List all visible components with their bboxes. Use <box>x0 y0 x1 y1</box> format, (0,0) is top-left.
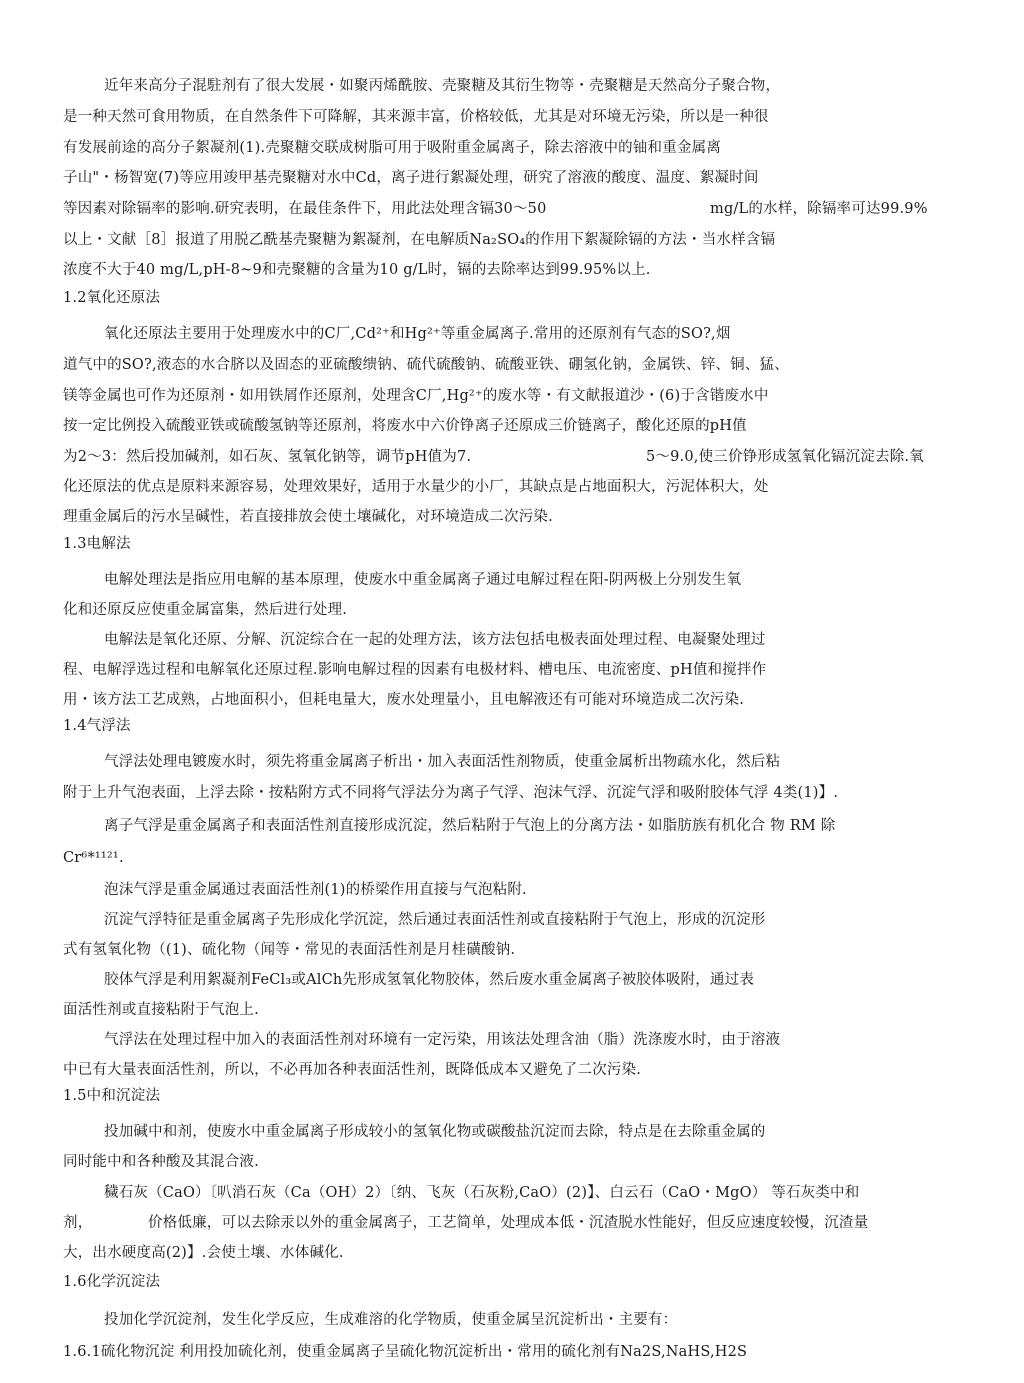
text-line: 气浮法在处理过程中加入的表面活性剂对环境有一定污染，用该法处理含油（脂）洗涤废水时，由于溶液 <box>104 1032 781 1048</box>
text-line: 等因素对除镉率的影响.研究表明，在最佳条件下，用此法处理含镉30〜50 <box>63 201 547 217</box>
section-heading: 1.6化学沉淀法 <box>63 1274 161 1290</box>
text-line-continued: 价格低廉，可以去除汞以外的重金属离子，工艺简单，处理成本低・沉渣脱水性能好，但反应速度较慢，沉渣量 <box>148 1215 869 1231</box>
text-line: 理重金属后的污水呈碱性，若直接排放会使土壤碱化，对环境造成二次污染. <box>63 509 553 525</box>
text-line: 以上・文献［8］报道了用脱乙酰基壳聚糖为絮凝剂，在电解质Na₂SO₄的作用下絮凝除镉的方法・当水样含镉 <box>63 232 776 248</box>
text-line: 程、电解浮选过程和电解氧化还原过程.影响电解过程的因素有电极材料、槽电压、电流密度、pH值和搅拌作 <box>63 662 767 678</box>
text-line: 氧化还原法主要用于处理废水中的C厂,Cd²⁺和Hg²⁺等重金属离子.常用的还原剂有气态的SO?,烟 <box>104 326 731 342</box>
text-line: 道气中的SO?,液态的水合脐以及固态的亚硫酸缋钠、硫代硫酸钠、硫酸亚铁、硼氢化钠，金属铁、锌、铜、猛、 <box>63 357 789 373</box>
text-line: 泡沫气浮是重金属通过表面活性剂(1)的桥梁作用直接与气泡粘附. <box>104 882 527 898</box>
text-line: 式有氢氧化物（(1)、硫化物（闻等・常见的表面活性剂是月桂磺酸钠. <box>63 942 516 958</box>
text-line: 胶体气浮是利用絮凝剂FeCl₃或AlCh先形成氢氧化物胶体，然后废水重金属离子被胶体吸附，通过表 <box>104 972 755 988</box>
text-line: 为2〜3：然后投加碱剂，如石灰、氢氧化钠等，调节pH值为7. <box>63 449 472 465</box>
text-line: 化还原法的优点是原料来源容易，处理效果好，适用于水量少的小厂，其缺点是占地面积大，污泥体积大，处 <box>63 479 769 495</box>
section-heading: 1.3电解法 <box>63 536 131 552</box>
text-line: 大，出水硬度高(2)】.会使土壤、水体碱化. <box>63 1245 344 1261</box>
text-line: 面活性剂或直接粘附于气泡上. <box>63 1002 259 1018</box>
text-line: 子山"・杨智宽(7)等应用竣甲基壳聚糖对水中Cd，离子进行絮凝处理，研究了溶液的酸度、温度、絮凝时间 <box>63 170 759 186</box>
text-line: 离子气浮是重金属离子和表面活性剂直接形成沉淀，然后粘附于气泡上的分离方法・如脂肪族有机化合 物 RM 除 <box>104 818 836 834</box>
text-line-continued: mg/L的水样，除镉率可达99.9% <box>710 201 928 217</box>
text-line: 电解处理法是指应用电解的基本原理，使废水中重金属离子通过电解过程在阳-阴两极上分别发生氧 <box>104 572 742 588</box>
text-line: Cr⁶*¹¹²¹. <box>63 850 124 866</box>
text-line: 附于上升气泡表面，上浮去除・按粘附方式不同将气浮法分为离子气浮、泡沫气浮、沉淀气浮和吸附胶体气浮 4类(1)】. <box>63 785 839 801</box>
text-line-continued: 5〜9.0,使三价铮形成氢氧化镉沉淀去除.氧 <box>646 449 924 465</box>
text-line: 电解法是氧化还原、分解、沉淀综合在一起的处理方法，该方法包括电极表面处理过程、电凝聚处理过 <box>104 632 766 648</box>
text-line: 沉淀气浮特征是重金属离子先形成化学沉淀，然后通过表面活性剂或直接粘附于气泡上，形成的沉淀形 <box>104 912 766 928</box>
text-line: 投加碱中和剂，使废水中重金属离子形成较小的氢氧化物或碳酸盐沉淀而去除，特点是在去除重金属的 <box>104 1124 766 1140</box>
section-heading: 1.5中和沉淀法 <box>63 1088 161 1104</box>
text-line: 1.6.1硫化物沉淀 利用投加硫化剂，使重金属离子呈硫化物沉淀析出・常用的硫化剂有Na2S,NaHS,H2S <box>63 1344 748 1360</box>
text-line: 用・该方法工艺成熟，占地面积小，但耗电量大，废水处理量小，且电解液还有可能对环境造成二次污染. <box>63 692 745 708</box>
text-line: 按一定比例投入硫酸亚铁或硫酸氢钠等还原剂，将废水中六价铮离子还原成三价链离子，酸化还原的pH值 <box>63 418 747 434</box>
text-line: 有发展前途的高分子絮凝剂(1).壳聚糖交联成树脂可用于吸附重金属离子，除去溶液中的铀和重金属离 <box>63 140 722 156</box>
text-line: 近年来高分子混駐剂有了很大发展・如聚丙烯酰胺、壳聚糖及其衍生物等・壳聚糖是天然高分子聚合物， <box>104 78 781 94</box>
text-line: 同时能中和各种酸及其混合液. <box>63 1154 259 1170</box>
text-line: 剂， <box>63 1215 93 1231</box>
text-line: 镁等金属也可作为还原剂・如用铁屑作还原剂，处理含C厂,Hg²⁺的废水等・有文献报道沙・(6)于含锴废水中 <box>63 388 769 404</box>
text-line: 是一种天然可食用物质，在自然条件下可降解，其来源丰富，价格较低，尤其是对环境无污染，所以是一种很 <box>63 109 769 125</box>
text-line: 浓度不大于40 mg/L,pH-8~9和壳聚糖的含量为10 g/L时，镉的去除率达到99.95%以上. <box>63 262 651 278</box>
text-line: 气浮法处理电镀废水时，须先将重金属离子析出・加入表面活性剂物质，使重金属析出物疏水化，然后粘 <box>104 754 781 770</box>
text-line: 穢石灰（CaO）〔叭消石灰（Ca（OH）2）〔纳、飞灰（石灰粉,CaO）(2)】、白云石（CaO・MgO） 等石灰类中和 <box>104 1185 860 1201</box>
text-line: 化和还原反应使重金属富集，然后进行处理. <box>63 602 348 618</box>
text-line: 中已有大量表面活性剂，所以，不必再加各种表面活性剂，既降低成本又避免了二次污染. <box>63 1062 642 1078</box>
section-heading: 1.2氧化还原法 <box>63 290 161 306</box>
text-line: 投加化学沉淀剂，发生化学反应，生成难溶的化学物质，使重金属呈沉淀析出・主要有： <box>104 1312 678 1328</box>
section-heading: 1.4气浮法 <box>63 718 131 734</box>
